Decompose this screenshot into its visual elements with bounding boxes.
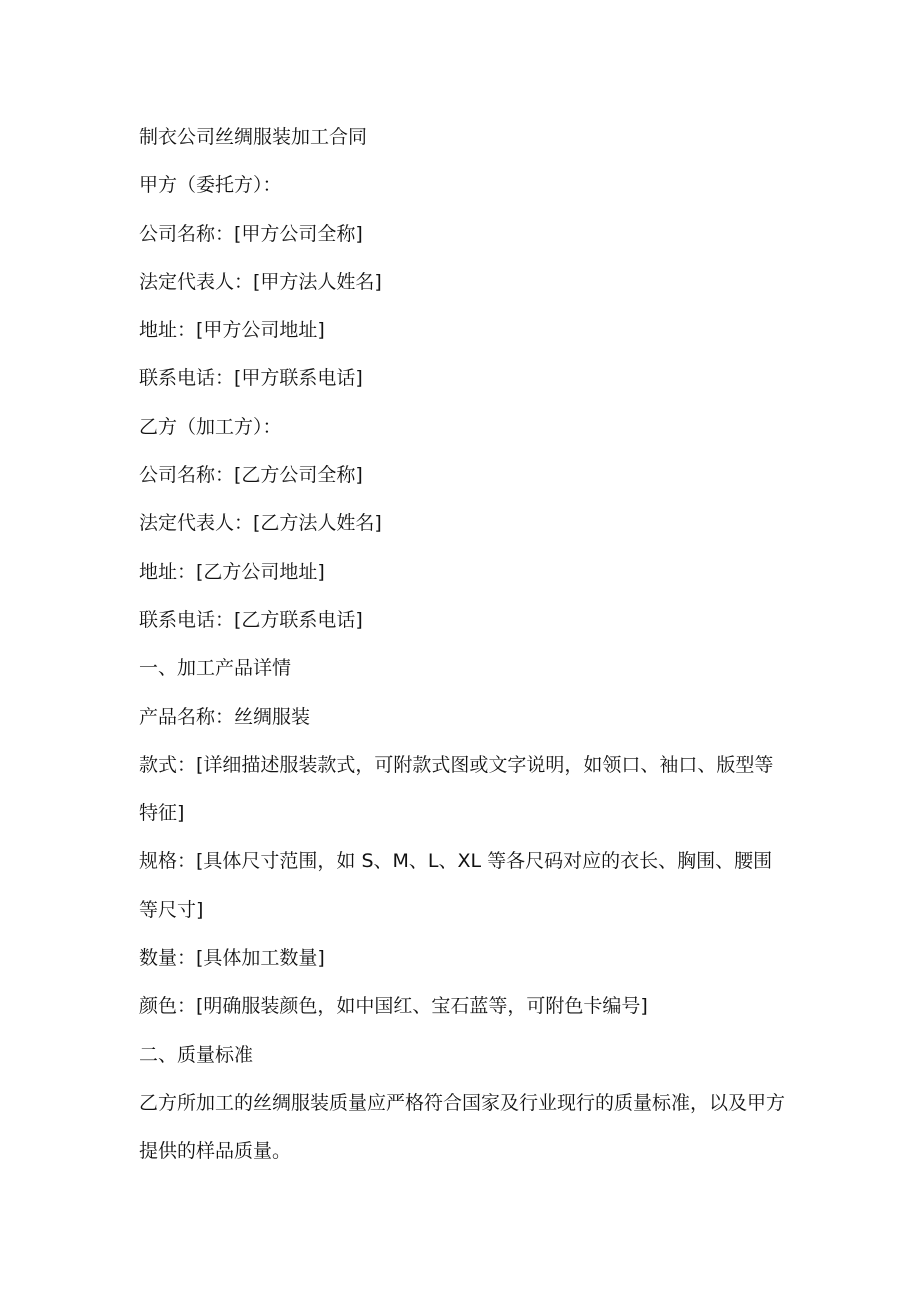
party-a-representative: 法定代表人：[甲方法人姓名] (139, 270, 382, 293)
party-b-representative: 法定代表人：[乙方法人姓名] (139, 512, 382, 535)
product-name: 产品名称：丝绸服装 (139, 705, 311, 728)
section-1-heading: 一、加工产品详情 (139, 657, 292, 680)
party-a-company: 公司名称：[甲方公司全称] (139, 222, 363, 245)
quality-standard-text: 乙方所加工的丝绸服装质量应严格符合国家及行业现行的质量标准，以及甲方提供的样品质量。 (139, 1091, 786, 1163)
party-a-address: 地址：[甲方公司地址] (139, 319, 325, 342)
party-a-heading: 甲方（委托方）： (139, 174, 282, 197)
party-b-address: 地址：[乙方公司地址] (139, 560, 325, 583)
product-color: 颜色：[明确服装颜色，如中国红、宝石蓝等，可附色卡编号] (139, 995, 648, 1018)
document-page (139, 113, 787, 1176)
product-spec: 规格：[具体尺寸范围，如 S、M、L、XL 等各尺码对应的衣长、胸围、腰围等尺寸] (139, 850, 773, 921)
party-b-phone: 联系电话：[乙方联系电话] (139, 608, 363, 631)
section-2-heading: 二、质量标准 (139, 1043, 254, 1066)
party-b-company: 公司名称：[乙方公司全称] (139, 464, 363, 487)
party-a-phone: 联系电话：[甲方联系电话] (139, 367, 363, 390)
product-style: 款式：[详细描述服装款式，可附款式图或文字说明，如领口、袖口、版型等特征] (139, 753, 774, 825)
document-title: 制衣公司丝绸服装加工合同 (139, 126, 368, 148)
product-quantity: 数量：[具体加工数量] (139, 947, 325, 970)
party-b-heading: 乙方（加工方）： (139, 415, 282, 438)
